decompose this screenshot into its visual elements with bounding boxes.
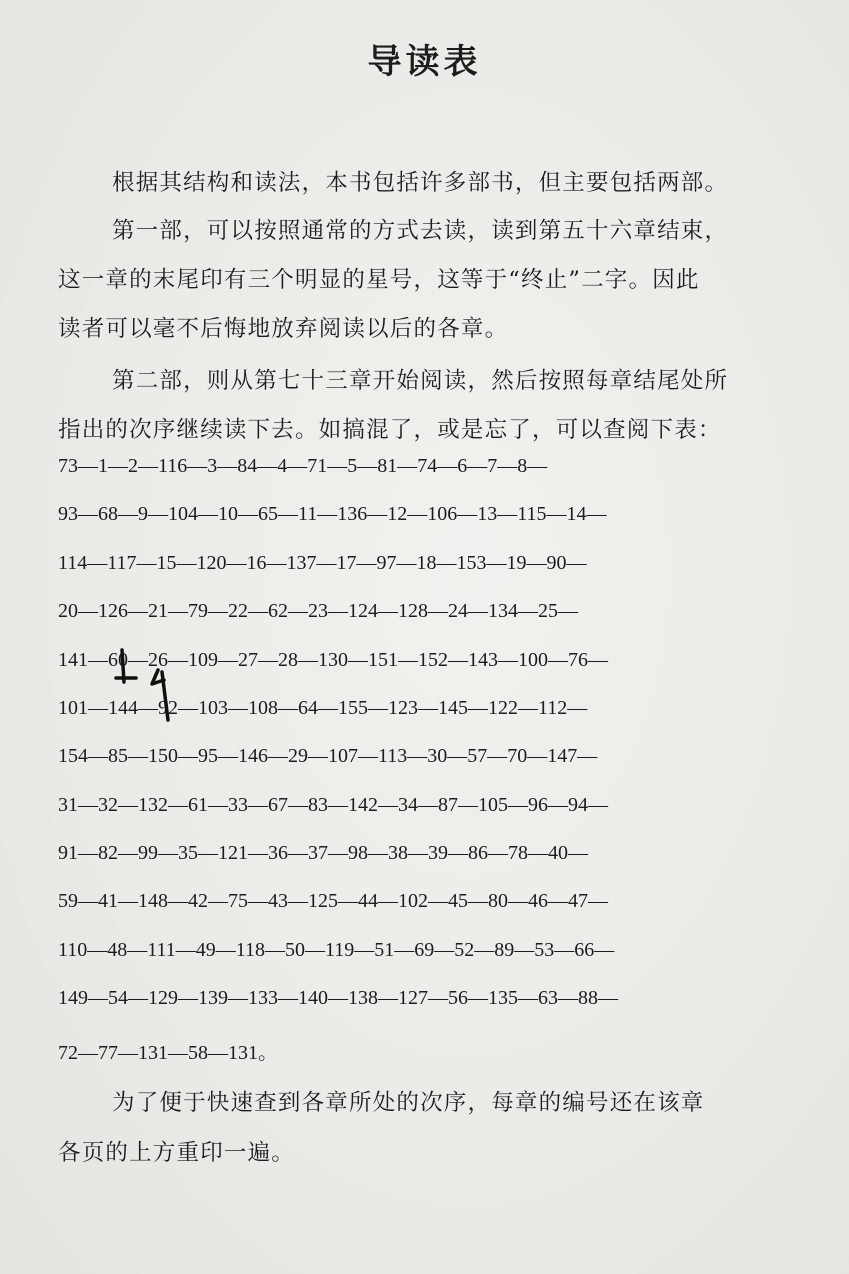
sequence-line: 110—48—111—49—118—50—119—51—69—52—89—53—66— [58, 939, 615, 961]
sequence-line: 91—82—99—35—121—36—37—98—38—39—86—78—40— [58, 842, 588, 864]
sequence-line: 31—32—132—61—33—67—83—142—34—87—105—96—94— [58, 794, 608, 816]
sequence-line: 93—68—9—104—10—65—11—136—12—106—13—115—14— [58, 503, 607, 525]
paragraph-line: 第二部，则从第七十三章开始阅读，然后按照每章结尾处所 [112, 368, 729, 394]
sequence-line: 154—85—150—95—146—29—107—113—30—57—70—147— [58, 745, 598, 767]
sequence-line: 59—41—148—42—75—43—125—44—102—45—80—46—47— [58, 890, 608, 912]
sequence-line: 73—1—2—116—3—84—4—71—5—81—74—6—7—8— [58, 455, 548, 477]
paragraph-line: 各页的上方重印一遍。 [58, 1140, 296, 1166]
paragraph-line: 这一章的末尾印有三个明显的星号，这等于“终止”二字。因此 [58, 267, 700, 293]
paragraph-line: 读者可以毫不后悔地放弃阅读以后的各章。 [58, 316, 509, 342]
sequence-line: 141—60—26—109—27—28—130—151—152—143—100—76— [58, 649, 608, 671]
sequence-line: 114—117—15—120—16—137—17—97—18—153—19—90— [58, 552, 587, 574]
sequence-line: 20—126—21—79—22—62—23—124—128—24—134—25— [58, 600, 578, 622]
sequence-line: 101—144—92—103—108—64—155—123—145—122—112— [58, 697, 588, 719]
sequence-line: 149—54—129—139—133—140—138—127—56—135—63—88— [58, 987, 618, 1009]
paragraph-line: 为了便于快速查到各章所处的次序，每章的编号还在该章 [112, 1090, 705, 1116]
paragraph-line: 第一部，可以按照通常的方式去读，读到第五十六章结束， [112, 218, 729, 244]
paragraph-line: 指出的次序继续读下去。如搞混了，或是忘了，可以查阅下表： [58, 417, 722, 443]
paragraph-line: 根据其结构和读法，本书包括许多部书，但主要包括两部。 [112, 170, 729, 196]
sequence-line: 72—77—131—58—131。 [58, 1042, 278, 1064]
page-title: 导读表 [367, 42, 482, 82]
